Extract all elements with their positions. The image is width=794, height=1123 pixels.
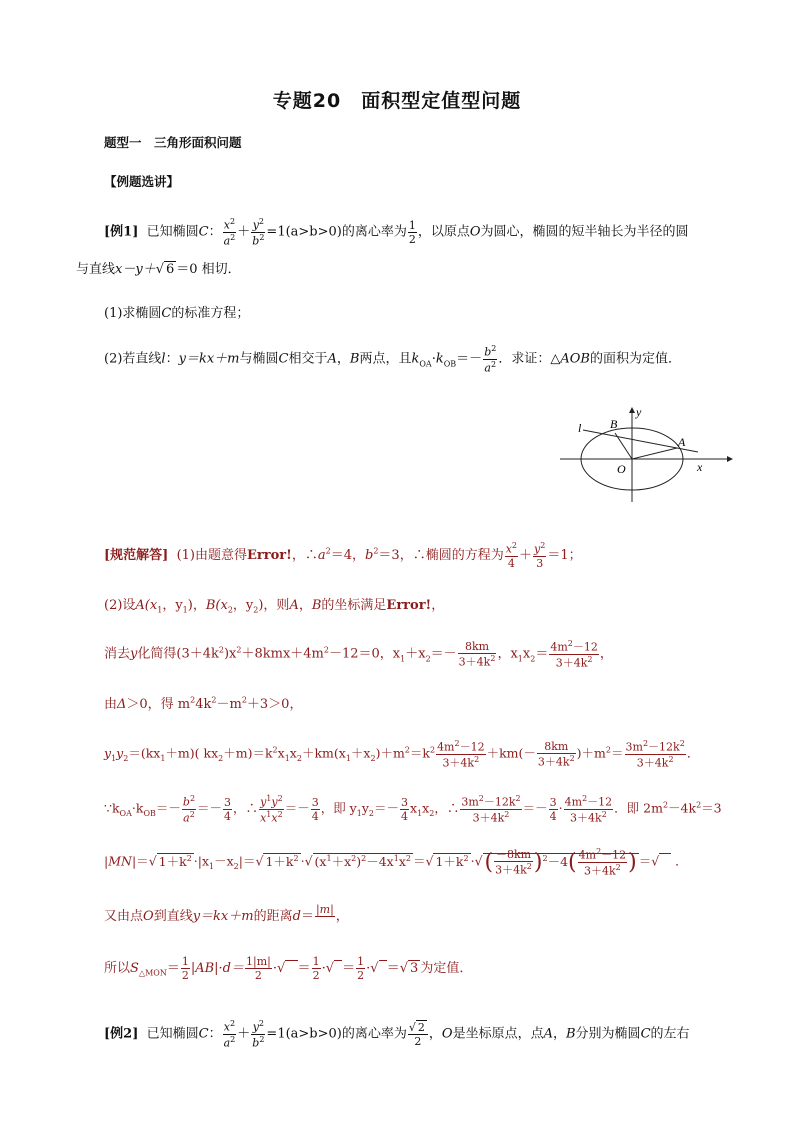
solution-line9: 所以$S_{\triangle MON}=$ $\frac{1}{2}$ |AB|·d＝ $\frac{1|m|}{2}$ ·√ ＝ $\frac{1}{2}$ ·√ ＝ $\frac{1}{2}$ ·√ ＝√ 3 为定值． bbox=[104, 955, 473, 982]
example1-line2: 与直线x－y＋√ 6 ＝0 相切． bbox=[76, 262, 241, 277]
label-x: x bbox=[697, 460, 703, 474]
solution-line6: $\because k_{OA}\cdot k_{OB}=-$ $\frac{b^2}{a^2}$ ＝－ $\frac{3}{4}$ ，∴ $\frac{y^1y^2}{x^1x^2}$ ＝－ $\frac{3}{4}$ ，即 $y_1y_2=-$ $\frac{3}{4}$ $x_1x_2$，∴ $\frac{3m^2-12k^2}{3+4k^2}$ ＝－ $\frac{3}{4}$ · $\frac{4m^2-12}{3+4k^2}$ ．即 $2m^2-4k^2=3$ bbox=[104, 794, 722, 825]
segment-OA bbox=[632, 448, 677, 459]
solution-line8: 又由点O到直线y＝kx＋m的距离d＝ |m| ， bbox=[104, 903, 349, 924]
example2-line1: [例2] 已知椭圆C： $\frac{x^2}{a^2}$ ＋ $\frac{y^2}{b^2}$ =1(a>b>0)的离心率为 $\frac{√ 2}{2}$ ，O是坐标原点，点A，B分别为椭圆C的左右 bbox=[104, 1019, 690, 1050]
question-1: (1)求椭圆C的标准方程； bbox=[104, 306, 250, 321]
label-B: B bbox=[610, 417, 618, 431]
page-title: 专题20 面积型定值型问题 bbox=[272, 90, 522, 112]
section-heading: 题型一 三角形面积问题 bbox=[104, 135, 242, 150]
segment-OB bbox=[615, 433, 632, 459]
label-y: y bbox=[636, 405, 642, 419]
question-2: (2)若直线l：y＝kx＋m与椭圆C相交于A，B两点，且$k_{OA}\cdot k_{OB}=-$ $\frac{b^2}{a^2}$ ．求证：△AOB的面积为定值． bbox=[104, 344, 681, 375]
example2-label: [例2] bbox=[104, 1026, 139, 1042]
label-A: A bbox=[678, 435, 686, 449]
solution-tag: [规范解答] bbox=[104, 547, 169, 563]
y-axis-arrow bbox=[629, 407, 635, 413]
solution-line3: 消去y化简得$(3+4k^2)x^2+8kmx+4m^2-12=0$，$x_1+x_2=-$ $\frac{8km}{3+4k^2}$ ，$x_1x_2=$ $\frac{4m^2-12}{3+4k^2}$ ， bbox=[104, 639, 613, 670]
solution-line2: (2)设$A(x_1$，$y_1$)，$B(x_2$，$y_2$)，则A，B的坐标满足Error!， bbox=[104, 598, 445, 615]
solution-line5: $y_1y_2=(kx_1+m)$( $kx_2+m)=k^2x_1x_2+km(x_1+x_2)+m^2=k^2$ $\frac{4m^2-12}{3+4k^2}$ ＋km(－ $\frac{8km}{3+4k^2}$ )$+m^2=$ $\frac{3m^2-12k^2}{3+4k^2}$ ． bbox=[104, 739, 700, 770]
example1-line1: [例1] 已知椭圆C： $\frac{x^2}{a^2}$ ＋ $\frac{y^2}{b^2}$ =1(a>b>0)的离心率为 $\frac{1}{2}$ ，以原点O为圆心，椭圆的短半轴长为半径的圆 bbox=[104, 217, 689, 248]
solution-line1: [规范解答] (1)由题意得Error!，$\therefore a^2=4$，$b^2=3$，∴椭圆的方程为 $\frac{x^2}{4}$ ＋ $\frac{y^2}{3}$ ＝1； bbox=[104, 541, 582, 570]
x-axis-arrow bbox=[727, 456, 733, 462]
solution-line7: |MN|＝√ $1+k^2 \cdot|x_1-x_2|=√$ $1+k^2$ ·√ $(x^1+x^2)^2-4x^1x^2$ ＝√ $1+k^2$ ·√( $\frac{-8km}{3+4k^2}$ )$^2$－4( $\frac{4m^2-12}{3+4k^2}$ ) ＝√ ． bbox=[104, 847, 688, 878]
label-l: l bbox=[578, 421, 582, 435]
solution-line4: 由Δ＞0，得 $m^24k^2-m^2+3>0$， bbox=[104, 695, 303, 712]
ellipse-figure bbox=[555, 402, 735, 507]
subheading: 【例题选讲】 bbox=[104, 174, 180, 189]
label-O: O bbox=[617, 462, 626, 476]
example1-label: [例1] bbox=[104, 224, 139, 240]
